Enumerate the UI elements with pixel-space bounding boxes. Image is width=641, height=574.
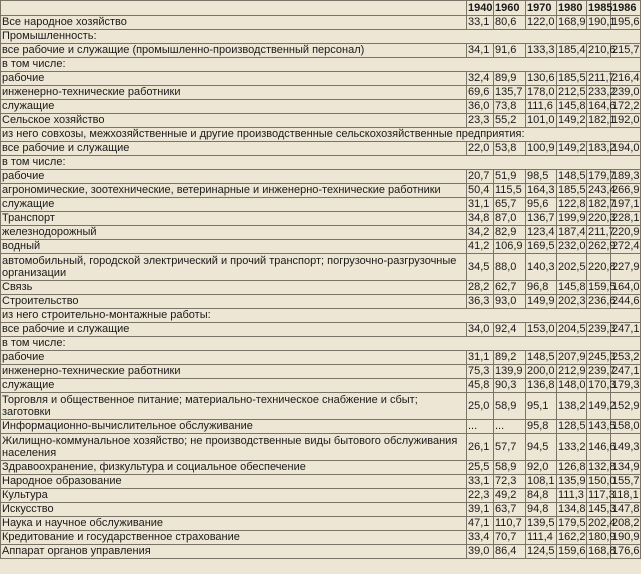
table-row [1, 16, 641, 30]
section-label: в том числе: [1, 337, 641, 351]
value-cell: 239,3 [588, 323, 616, 336]
value-cell: 215,7 [612, 44, 640, 57]
value-cell: 148,5 [558, 170, 586, 183]
header-year: 1970 [526, 1, 557, 16]
value-cell: 93,0 [494, 295, 526, 309]
value-cell: 227,9 [611, 254, 641, 281]
value-cell: 245,3 [588, 351, 616, 364]
value-cell: 122,0 [527, 16, 555, 29]
table-row [1, 72, 641, 86]
value-cell: 239,0 [612, 86, 640, 99]
value-cell: 185,5 [558, 72, 586, 85]
value-cell: 90,3 [494, 379, 526, 393]
value-cell: 33,4 [467, 531, 494, 545]
value-cell: 57,7 [494, 434, 526, 461]
value-cell: 39,0 [467, 545, 494, 559]
row-label: рабочие [1, 351, 467, 365]
section-row [1, 309, 641, 323]
section-row [1, 156, 641, 170]
row-label: Сельское хозяйство [1, 114, 467, 128]
row-label: инженерно-технические работники [1, 86, 467, 100]
value-cell: 95,6 [526, 198, 557, 212]
value-cell: 220,8 [587, 254, 611, 281]
value-cell: 94,5 [526, 434, 557, 461]
value-cell: 124,5 [527, 545, 555, 558]
value-cell: 190,9 [612, 531, 640, 544]
table-row [1, 379, 641, 393]
value-cell: 31,1 [467, 351, 494, 365]
value-cell: 140,3 [526, 254, 557, 281]
value-cell: 266,9 [612, 184, 640, 197]
value-cell: 89,2 [494, 351, 526, 365]
value-cell: 73,8 [494, 100, 526, 114]
value-cell: 253,2 [612, 351, 640, 364]
value-cell: 262,9 [588, 240, 616, 253]
value-cell: 159,5 [588, 281, 616, 294]
value-cell: 34,2 [467, 226, 494, 240]
value-cell: 168,9 [558, 16, 586, 29]
value-cell: 132,8 [588, 461, 616, 474]
value-cell: 168,8 [588, 545, 616, 558]
header-year: 1940 [468, 1, 493, 14]
value-cell: 111,3 [557, 489, 587, 503]
table-row [1, 281, 641, 295]
value-cell: 202,4 [588, 517, 616, 530]
value-cell: 197,1 [612, 198, 640, 211]
table-row [1, 114, 641, 128]
value-cell: 53,8 [494, 142, 526, 156]
value-cell: 194,0 [612, 142, 640, 155]
value-cell: 47,1 [467, 517, 494, 531]
value-cell: 58,9 [494, 461, 526, 475]
value-cell: 70,7 [494, 531, 526, 545]
header-label [1, 1, 467, 16]
value-cell: 148,5 [527, 351, 555, 364]
table-row [1, 226, 641, 240]
value-cell: 100,9 [527, 142, 555, 155]
value-cell: 192,0 [612, 114, 640, 127]
value-cell: 126,8 [558, 461, 586, 474]
value-cell: 180,9 [588, 531, 616, 544]
value-cell: 36,0 [467, 100, 494, 114]
value-cell: 208,2 [612, 517, 640, 530]
value-cell: 133,2 [557, 434, 587, 461]
value-cell: 189,3 [612, 170, 640, 183]
value-cell: 216,4 [612, 72, 640, 85]
value-cell: 236,6 [588, 295, 616, 308]
table-row [1, 198, 641, 212]
value-cell: 133,3 [527, 44, 555, 57]
value-cell: 22,0 [467, 142, 494, 156]
value-cell: 136,8 [527, 379, 555, 392]
value-cell: 22,3 [467, 489, 494, 503]
value-cell: 147,8 [612, 503, 640, 516]
value-cell: ... [494, 420, 526, 434]
value-cell: 69,6 [467, 86, 494, 100]
value-cell: 95,8 [526, 420, 557, 434]
row-label: железнодорожный [1, 226, 467, 240]
value-cell: 55,2 [494, 114, 526, 128]
value-cell: 134,9 [612, 461, 640, 474]
value-cell: 39,1 [467, 503, 494, 517]
row-label: Аппарат органов управления [1, 545, 467, 559]
table-row [1, 295, 641, 309]
table-row [1, 351, 641, 365]
row-label: Транспорт [1, 212, 467, 226]
value-cell: 50,4 [467, 184, 494, 198]
header-year: 1980 [557, 1, 587, 16]
value-cell: 36,3 [467, 295, 494, 309]
value-cell: 212,5 [558, 86, 586, 99]
value-cell: 247,1 [612, 365, 640, 378]
value-cell: 153,0 [527, 323, 555, 336]
section-label: Промышленность: [1, 30, 641, 44]
value-cell: 62,7 [494, 281, 526, 295]
value-cell: 212,9 [558, 365, 586, 378]
table-row [1, 254, 641, 281]
value-cell: 111,6 [526, 100, 557, 114]
value-cell: 145,8 [558, 100, 586, 113]
value-cell: 134,8 [558, 503, 586, 516]
value-cell: 135,7 [494, 86, 526, 100]
value-cell: 159,6 [558, 545, 586, 558]
value-cell: 179,3 [612, 379, 640, 392]
value-cell: 110,7 [494, 517, 526, 531]
row-label: Здравоохранение, физкультура и социальное обеспечение [1, 461, 467, 475]
table-row [1, 420, 641, 434]
value-cell: 138,2 [557, 393, 587, 420]
value-cell: 149,2 [558, 114, 586, 127]
table-row [1, 365, 641, 379]
section-label: из него совхозы, межхозяйственные и другие производственные сельскохозяйственные предприятия: [1, 128, 641, 142]
row-label: служащие [1, 198, 467, 212]
row-label: все рабочие и служащие (промышленно-производственный персонал) [1, 44, 467, 58]
value-cell: 23,3 [467, 114, 494, 128]
value-cell: 200,0 [527, 365, 555, 378]
value-cell: 146,6 [587, 434, 611, 461]
table-row [1, 100, 641, 114]
header-year: 1986 [611, 1, 641, 16]
row-label: Торговля и общественное питание; материально-техническое снабжение и сбыт; заготовки [1, 393, 467, 420]
value-cell: 243,4 [588, 184, 616, 197]
table-row [1, 545, 641, 559]
value-cell: 123,4 [527, 226, 555, 239]
row-label: Культура [1, 489, 467, 503]
value-cell: 185,5 [558, 184, 586, 197]
table-row [1, 475, 641, 489]
row-label: агрономические, зоотехнические, ветеринарные и инженерно-технические работники [1, 184, 467, 198]
value-cell: 185,4 [558, 44, 586, 57]
value-cell: 152,9 [611, 393, 641, 420]
value-cell: 172,2 [612, 100, 640, 113]
value-cell: 139,5 [527, 517, 555, 530]
value-cell: 25,0 [467, 393, 494, 420]
value-cell: 178,0 [527, 86, 555, 99]
value-cell: 98,5 [526, 170, 557, 184]
value-cell: 202,5 [557, 254, 587, 281]
value-cell: 31,1 [467, 198, 494, 212]
section-label: в том числе: [1, 58, 641, 72]
value-cell: 220,9 [612, 226, 640, 239]
value-cell: 32,4 [467, 72, 494, 86]
value-cell: 33,1 [467, 475, 494, 489]
row-label: Кредитование и государственное страхование [1, 531, 467, 545]
value-cell: 28,2 [467, 281, 494, 295]
row-label: служащие [1, 100, 467, 114]
section-row [1, 128, 641, 142]
table-row [1, 393, 641, 420]
value-cell: 190,1 [588, 16, 616, 29]
value-cell: 179,7 [588, 170, 616, 183]
row-label: водный [1, 240, 467, 254]
value-cell: 117,3 [588, 489, 615, 502]
value-cell: 20,7 [467, 170, 494, 184]
value-cell: 232,0 [558, 240, 586, 253]
table-row [1, 503, 641, 517]
row-label: Все народное хозяйство [1, 16, 467, 30]
value-cell: 155,7 [612, 475, 640, 488]
value-cell: 202,3 [558, 295, 586, 308]
value-cell: 233,2 [588, 86, 616, 99]
row-label: Информационно-вычислительное обслуживание [1, 420, 467, 434]
value-cell: 41,2 [467, 240, 494, 254]
value-cell: 58,9 [494, 393, 526, 420]
row-label: Народное образование [1, 475, 467, 489]
value-cell: 63,7 [494, 503, 526, 517]
value-cell: 75,3 [467, 365, 494, 379]
value-cell: 118,1 [612, 489, 639, 502]
value-cell: 135,9 [558, 475, 586, 488]
value-cell: 72,3 [494, 475, 526, 489]
value-cell: 143,5 [588, 420, 616, 433]
row-label: Жилищно-коммунальное хозяйство; не производственные виды бытового обслуживания населения [1, 434, 467, 461]
value-cell: 145,3 [588, 503, 616, 516]
value-cell: 207,9 [558, 351, 586, 364]
value-cell: 91,6 [494, 44, 526, 58]
row-label: Строительство [1, 295, 467, 309]
value-cell: 182,7 [588, 198, 616, 211]
value-cell: 92,4 [494, 323, 526, 337]
value-cell: 34,8 [467, 212, 494, 226]
value-cell: 158,0 [612, 420, 640, 433]
value-cell: 170,3 [588, 379, 616, 392]
section-row [1, 337, 641, 351]
value-cell: 183,2 [588, 142, 616, 155]
value-cell: 51,9 [494, 170, 526, 184]
value-cell: 211,7 [588, 226, 615, 239]
value-cell: 86,4 [494, 545, 526, 559]
value-cell: 179,5 [558, 517, 586, 530]
section-label: в том числе: [1, 156, 641, 170]
value-cell: 244,6 [612, 295, 640, 308]
table-row [1, 184, 641, 198]
header-row [1, 1, 641, 16]
table-row [1, 434, 641, 461]
value-cell: ... [467, 420, 494, 434]
row-label: рабочие [1, 170, 467, 184]
value-cell: 199,9 [558, 212, 586, 225]
value-cell: 87,0 [494, 212, 526, 226]
value-cell: 34,5 [467, 254, 494, 281]
value-cell: 164,6 [588, 100, 616, 113]
row-label: Искусство [1, 503, 467, 517]
value-cell: 272,4 [612, 240, 640, 253]
value-cell: 204,5 [558, 323, 586, 336]
value-cell: 26,1 [467, 434, 494, 461]
table-row [1, 44, 641, 58]
table-row [1, 489, 641, 503]
value-cell: 169,5 [527, 240, 555, 253]
table-row [1, 240, 641, 254]
table-body [1, 16, 641, 559]
value-cell: 92,0 [526, 461, 557, 475]
value-cell: 101,0 [527, 114, 555, 127]
value-cell: 220,3 [588, 212, 616, 225]
value-cell: 34,1 [467, 44, 494, 58]
value-cell: 187,4 [558, 226, 586, 239]
section-label: из него строительно-монтажные работы: [1, 309, 641, 323]
value-cell: 65,7 [494, 198, 526, 212]
table-row [1, 517, 641, 531]
row-label: Наука и научное обслуживание [1, 517, 467, 531]
header-year: 1960 [494, 1, 526, 16]
value-cell: 239,7 [588, 365, 616, 378]
value-cell: 33,1 [467, 16, 494, 30]
row-label: Связь [1, 281, 467, 295]
value-cell: 136,7 [527, 212, 555, 225]
value-cell: 148,0 [558, 379, 586, 392]
value-cell: 115,5 [494, 184, 526, 198]
value-cell: 210,6 [588, 44, 616, 57]
value-cell: 25,5 [467, 461, 494, 475]
value-cell: 94,8 [526, 503, 557, 517]
value-cell: 149,2 [558, 142, 586, 155]
value-cell: 122,8 [558, 198, 586, 211]
value-cell: 247,1 [612, 323, 640, 336]
value-cell: 228,1 [612, 212, 640, 225]
value-cell: 195,6 [612, 16, 640, 29]
table-row [1, 142, 641, 156]
row-label: инженерно-технические работники [1, 365, 467, 379]
value-cell: 80,6 [494, 16, 526, 30]
value-cell: 164,0 [612, 281, 640, 294]
value-cell: 95,1 [526, 393, 557, 420]
value-cell: 84,8 [526, 489, 557, 503]
value-cell: 82,9 [494, 226, 526, 240]
row-label: все рабочие и служащие [1, 142, 467, 156]
value-cell: 45,8 [467, 379, 494, 393]
value-cell: 182,1 [588, 114, 616, 127]
value-cell: 176,6 [612, 545, 640, 558]
table-row [1, 170, 641, 184]
header-year: 1985 [588, 1, 613, 14]
value-cell: 96,8 [526, 281, 557, 295]
value-cell: 128,5 [558, 420, 586, 433]
value-cell: 149,9 [527, 295, 555, 308]
value-cell: 88,0 [494, 254, 526, 281]
section-row [1, 58, 641, 72]
value-cell: 49,2 [494, 489, 526, 503]
value-cell: 130,6 [527, 72, 555, 85]
value-cell: 164,3 [527, 184, 555, 197]
row-label: рабочие [1, 72, 467, 86]
value-cell: 162,2 [558, 531, 586, 544]
value-cell: 149,2 [587, 393, 611, 420]
table-row [1, 461, 641, 475]
value-cell: 145,8 [558, 281, 586, 294]
row-label: автомобильный, городской электрический и прочий транспорт; погрузочно-разгрузочные организации [1, 254, 467, 281]
table-row [1, 212, 641, 226]
value-cell: 211,7 [588, 72, 615, 85]
value-cell: 149,3 [611, 434, 641, 461]
value-cell: 150,0 [588, 475, 616, 488]
value-cell: 111,4 [526, 531, 557, 545]
value-cell: 108,1 [527, 475, 555, 488]
table-row [1, 531, 641, 545]
row-label: все рабочие и служащие [1, 323, 467, 337]
row-label: служащие [1, 379, 467, 393]
table-row [1, 323, 641, 337]
value-cell: 89,9 [494, 72, 526, 86]
value-cell: 106,9 [494, 240, 526, 254]
value-cell: 34,0 [467, 323, 494, 337]
table-row [1, 86, 641, 100]
section-row [1, 30, 641, 44]
value-cell: 139,9 [494, 365, 526, 379]
